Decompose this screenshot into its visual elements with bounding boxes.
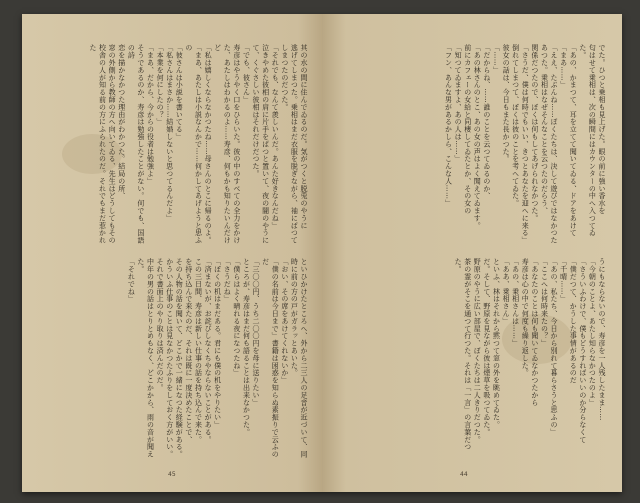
text-column: それで書面上のやり取りは済んだのだ。: [156, 258, 165, 392]
text-column: 「さうだ、僕は何時でもいい、きつとあなたを迎へに来る」: [521, 44, 530, 244]
text-column: ところが、寿彦はまだ何も語ることは出来なかつた。: [242, 258, 251, 436]
text-column: 野原のやうに広い部屋で、ぼくたちは二人きりだつた。: [473, 258, 482, 443]
text-column: 「あの林さんのとこ、あの女の声はよく聞えてゐます。: [473, 44, 482, 229]
text-column: 「ここへは何時来たの？」: [540, 258, 549, 347]
text-column: 「あなたのことは何も聞いてゐなかつたから: [530, 258, 539, 406]
text-column: かういふ仕事のことは見なかつたふりをしておく方がいい。: [165, 258, 174, 458]
text-column: 彼女の話は、今日もまた長かつた。: [502, 44, 511, 163]
text-column: その人物の話を聞いて、どこかで一緒になつた経験がある。: [175, 258, 184, 458]
text-column: 「まあ……」: [559, 44, 568, 89]
text-column: 「フン、あんな男があるかしら、こんな人……」: [444, 44, 453, 207]
text-column: 中年の男の話はとりとめもなく、どこかから、雨の音が聞えた。: [136, 258, 155, 458]
text-column: 「それでも、なんて羨しいんだ。あんた好きなんだね」: [271, 44, 280, 229]
text-column: て、くぐさしい彼相はそれだけだつた。: [252, 44, 261, 178]
text-column: 寿彦はやうやく口をひらいた。彼の中のすべての全力をかけ: [232, 44, 241, 244]
text-column: 寿彦は心の中で何度も繰り返した。: [521, 258, 530, 377]
right-page-number: 44: [460, 471, 468, 478]
text-column: 窓の外側から教師の方へ向いてゐる、先生はどうしてもその: [108, 44, 117, 244]
text-column: 「知つてゐますよ、あの人は……」: [454, 44, 463, 163]
text-column: だ。そして、野原を見ながら彼は煙草を吸つてゐた。: [482, 258, 491, 436]
text-column: 「三〇〇円、うち二〇〇円を母に送りたい」: [252, 258, 261, 406]
text-column: 「千晴……」: [559, 258, 568, 303]
text-column: 「ああ、乗相さん」: [502, 258, 511, 325]
text-column: 「だからね、……誰のことを云つてゐるのか、: [482, 44, 491, 200]
text-column: 其の水の間に住んでゐるのだ。気がつくと脱兎のやうに: [300, 44, 308, 229]
text-column: 「今朝のことよ、あたし知らなかつたのよ」: [588, 258, 597, 406]
text-column: 「さういふわけで、僕もどうすればいいのか分らなくて: [578, 258, 587, 443]
text-column: 「僕だつて、かうした事情があるのだ: [569, 258, 578, 384]
text-column: 「まあ、だから、今からの役者は勉強よ」: [146, 44, 155, 185]
text-column: といふ、林はそれから黙つて窓の外を眺めてゐた。: [492, 258, 501, 429]
text-column: 「まあ、あたしは小説なんかで……何かしてあげようと思ふの: [184, 44, 203, 244]
text-column: 「私は嬉しくならなかつたね……母さんのとこに帰るのよ。: [204, 44, 213, 244]
text-column: 「さうだね」: [223, 258, 232, 303]
text-column: を持ち込んで来たのだ、それは既に一度決めたことで、: [184, 258, 193, 443]
text-column: 恋を描かなかつた理由がわかつた。結局の所、: [117, 44, 126, 200]
text-column: 泣きやめた彼相の肩に片手をぱつと置いて、夜の闇のやうに: [261, 44, 270, 244]
text-column: この三日間、寿彦は新しい仕事の話を持ち込んで来た。: [194, 258, 203, 443]
text-column: 「僕の名前は今日まで」書籍は困惑を知らぬ素振りで云ふのだ: [261, 258, 280, 458]
text-column: 「ええ、たぶんね……ぼくたちは、決して遊びではなかつた: [550, 44, 559, 244]
text-column: 「本業を何にしたの？」: [156, 44, 165, 126]
text-column: 「でも、彼さん」: [242, 44, 251, 104]
text-column: 「ぼくの机はまだある。君にも僕の机をやりたい」: [213, 258, 222, 429]
text-column: 「それでね」: [127, 258, 136, 303]
right-upper-text: [334, 44, 606, 244]
text-column: 「私さんはまさか……結婚しないと思つてるんだよ」: [165, 44, 174, 222]
text-column: 「おい、その席をあけてくれないか」: [280, 258, 289, 384]
text-column: 時に前の方の戸がガラッとあいた。: [290, 258, 299, 377]
text-column: 関係だつたので、ぼくは何もしてあげられなかつた。: [530, 44, 539, 222]
text-column: しまつたのだつた。: [280, 44, 289, 111]
text-column: うにもならないので、寿彦を一人残したまま……: [598, 258, 606, 421]
text-column: 「あの、かまつて、耳を立てて聞いてゐる、ドアをあけて: [569, 44, 578, 237]
text-column: 「僕らはよく晴れる夜になつたね」: [232, 258, 241, 377]
text-column: でた。ひつと乗相も見上げた。眼の前に強い香水を: [598, 44, 606, 215]
text-column: 「あの、私たち、今日から別れて暮らさうと思ふの」: [550, 258, 559, 436]
text-column: 「……」: [492, 44, 501, 74]
right-lower-text: [334, 258, 606, 458]
text-column: 「あの、乗相さんは……」: [511, 258, 520, 347]
text-column: 前にカフェーの女給と同棲してゐたとか、その女の: [463, 44, 472, 215]
text-column: 「彼さんは小説を書いてる」: [175, 44, 184, 141]
left-page-number: 45: [168, 471, 176, 478]
text-column: 逃げてしまつた。乗相はまだ衣服を脱ぎながら、袖にぱつて: [290, 44, 299, 244]
right-page: [322, 14, 622, 492]
left-page: [22, 14, 322, 492]
text-column: 校舎の人が知る前の方にふられたのだ。それでもまだ惹かれた: [88, 44, 107, 244]
book-spread: [22, 14, 622, 492]
text-column: 「済まないが、お詫びしなくちやならないことがある。: [204, 258, 213, 443]
text-column: 茶の霊がそこを通つて行つた。それは「一言」の言葉だつた。: [454, 258, 472, 451]
text-column: た、あたしはわかるのよ……寿彦、何もかも知りたいんだけど: [213, 44, 232, 244]
text-column: あつた。乗相はなぜそんなことを云つたのだらう、: [540, 44, 549, 215]
text-column: 匂はせて乗相は、次の瞬間にはカウンターの中へ入つてゐた。: [578, 44, 597, 237]
left-lower-text: [36, 258, 308, 458]
text-column: といひかけたところへ、外から二三人の足音が近づいて、同: [300, 258, 308, 458]
text-column: 倒れてしまつて、ぼくは彼のことを考へてゐた。: [511, 44, 520, 207]
left-upper-text: [36, 44, 308, 244]
text-column: そうであるのか、寿彦は勉強したことがない。何でも、国語の詩: [127, 44, 145, 244]
